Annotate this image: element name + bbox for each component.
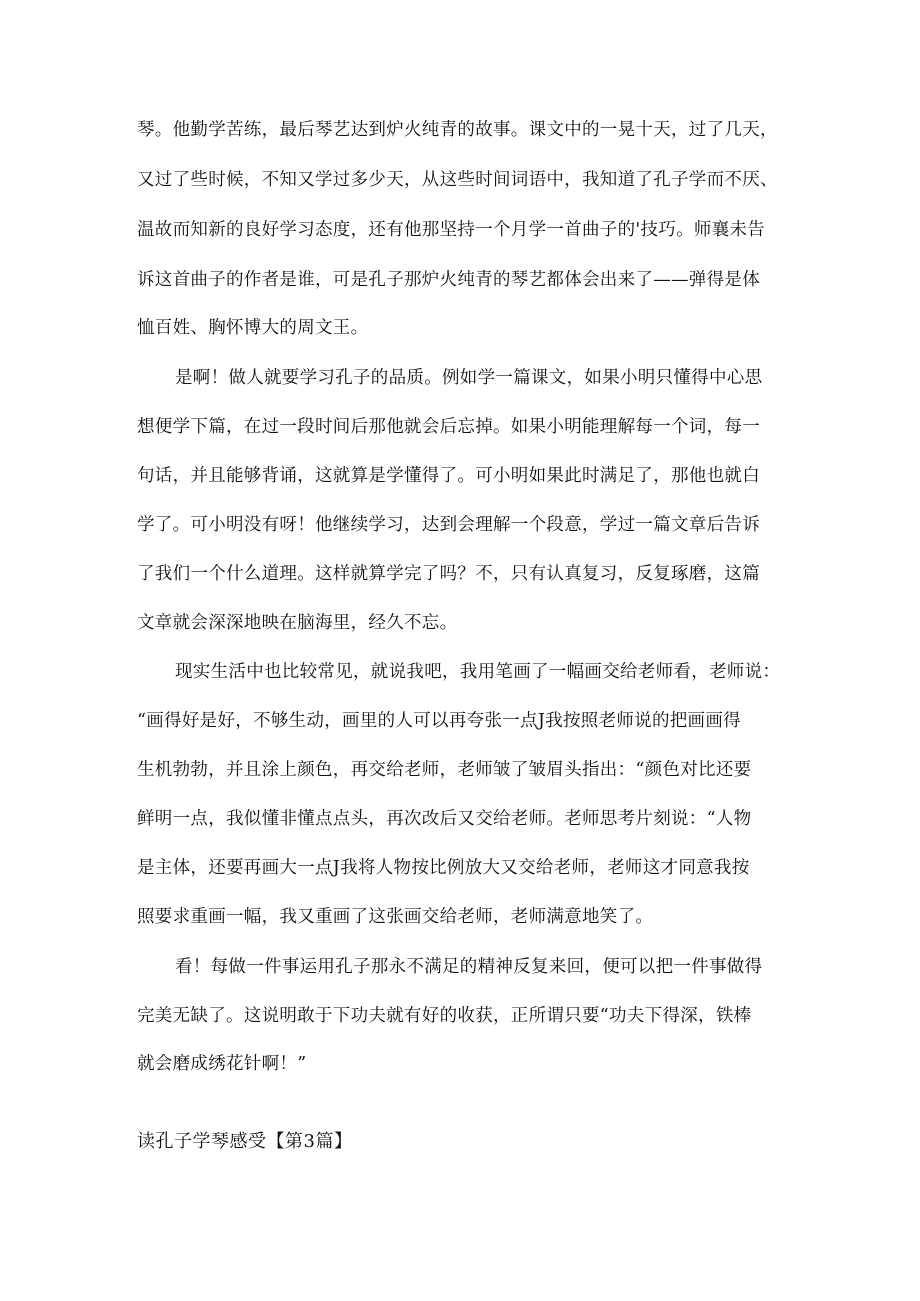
paragraph-3-line-4: 鲜明一点，我似懂非懂点点头，再次改后又交给老师。老师思考片刻说：“人物 — [137, 809, 752, 829]
paragraph-1-line-4: 诉这首曲子的作者是谁，可是孔子那炉火纯青的琴艺都体会出来了——弹得是体 — [137, 270, 760, 290]
section-heading: 读孔子学琴感受【第3篇】 — [137, 1131, 353, 1152]
paragraph-2-line-5: 了我们一个什么道理。这样就算学完了吗？不，只有认真复习，反复琢磨，这篇 — [137, 564, 760, 584]
paragraph-1-line-3: 温故而知新的良好学习态度，还有他那坚持一个月学一首曲子的'技巧。师襄未告 — [137, 220, 766, 240]
paragraph-2-line-2: 想便学下篇，在过一段时间后那他就会后忘掉。如果小明能理解每一个词，每一 — [137, 417, 760, 437]
paragraph-1-line-2: 又过了些时候，不知又学过多少天，从这些时间词语中，我知道了孔子学而不厌、 — [137, 170, 778, 190]
paragraph-1-line-5: 恤百姓、胸怀博大的周文王。 — [137, 318, 369, 338]
paragraph-2-line-4: 学了。可小明没有呀！他继续学习，达到会理解一个段意，学过一篇文章后告诉 — [137, 515, 760, 535]
paragraph-3-line-5: 是主体，还要再画大一点J我将人物按比例放大又交给老师，老师这才同意我按 — [137, 858, 750, 878]
paragraph-3-line-1: 现实生活中也比较常见，就说我吧，我用笔画了一幅画交给老师看，老师说： — [175, 662, 781, 682]
paragraph-2-line-3: 句话，并且能够背诵，这就算是学懂得了。可小明如果此时满足了，那他也就白 — [137, 466, 760, 486]
paragraph-3-line-6: 照要求重画一幅，我又重画了这张画交给老师，老师满意地笑了。 — [137, 907, 654, 927]
paragraph-2-line-6: 文章就会深深地映在脑海里，经久不忘。 — [137, 613, 458, 633]
paragraph-2-line-1: 是啊！做人就要学习孔子的品质。例如学一篇课文，如果小明只懂得中心思 — [175, 368, 763, 388]
paragraph-4-line-2: 完美无缺了。这说明敢于下功夫就有好的收获，正所谓只要“功夫下得深，铁棒 — [137, 1006, 752, 1026]
paragraph-3-line-2: “画得好是好，不够生动，画里的人可以再夸张一点J我按照老师说的把画画得 — [137, 711, 741, 731]
paragraph-1-line-1: 琴。他勤学苦练，最后琴艺达到炉火纯青的故事。课文中的一晃十天，过了几天， — [137, 120, 778, 140]
paragraph-4-line-1: 看！每做一件事运用孔子那永不满足的精神反复来回，便可以把一件事做得 — [175, 957, 763, 977]
paragraph-3-line-3: 生机勃勃，并且涂上颜色，再交给老师，老师皱了皱眉头指出：“颜色对比还要 — [137, 760, 752, 780]
paragraph-4-line-3: 就会磨成绣花针啊！” — [137, 1054, 307, 1074]
